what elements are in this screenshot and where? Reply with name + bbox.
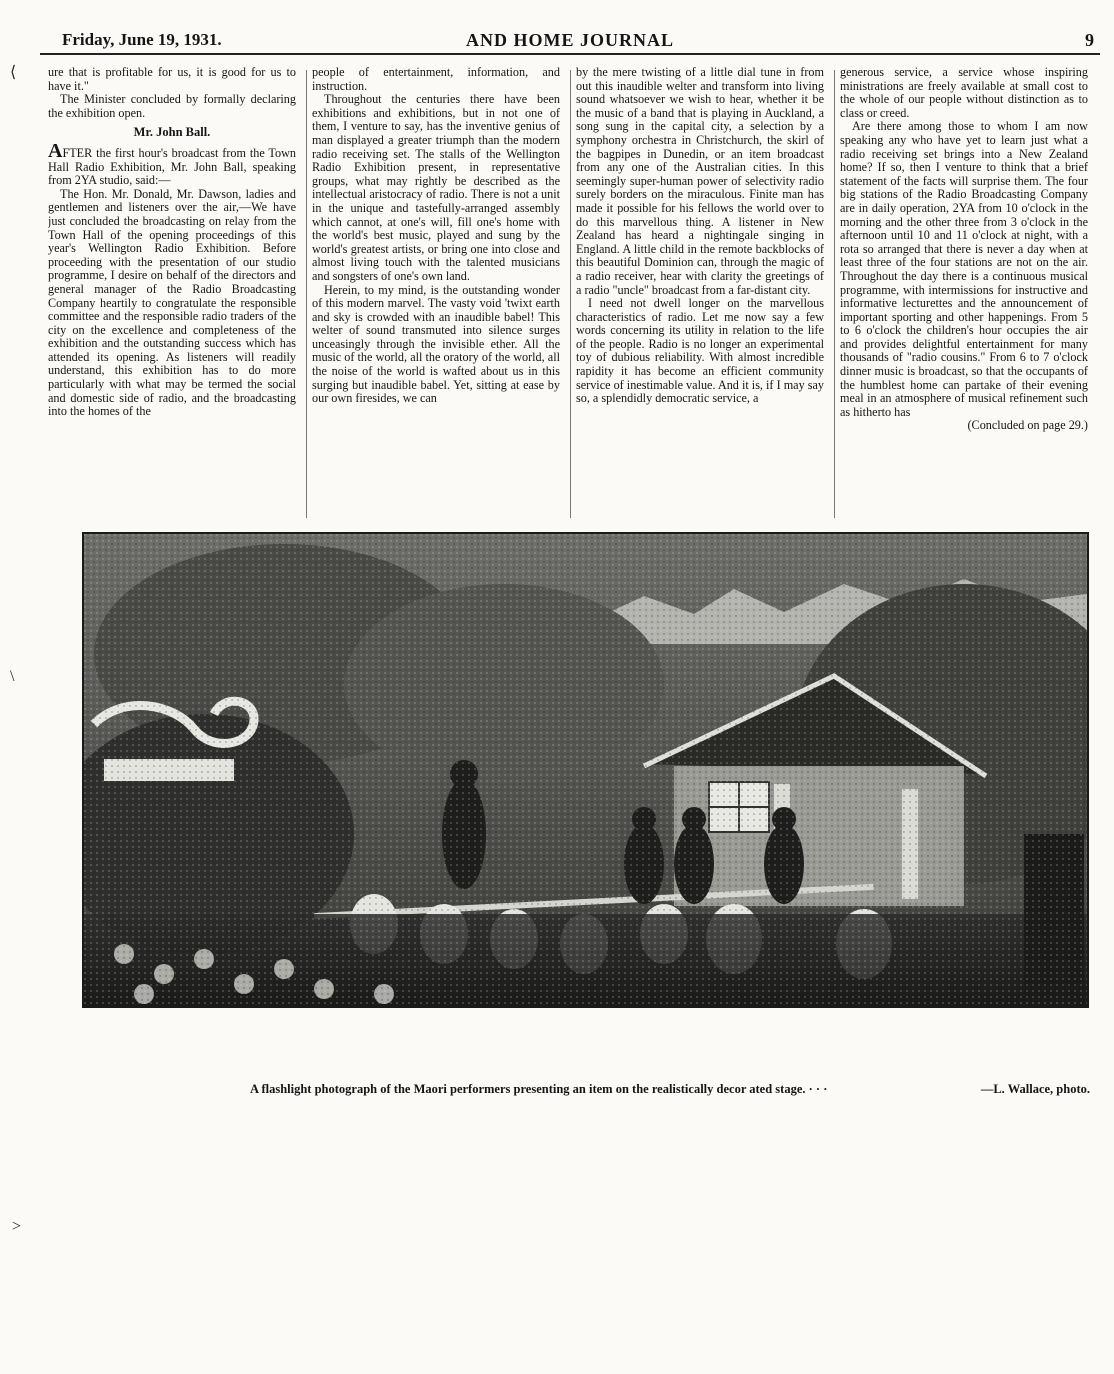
article-columns	[48, 66, 1088, 522]
column-1	[48, 66, 296, 522]
photo-credit: —L. Wallace, photo.	[980, 1082, 1090, 1096]
column-2	[312, 66, 560, 522]
page-header	[40, 28, 1100, 54]
caption-text: A flashlight photograph of the Maori performers presenting an item on the realistically decor ated stage.	[250, 1082, 806, 1096]
paragraph: The Hon. Mr. Donald, Mr. Dawson, ladies and gentlemen and listeners over the air,—We have just concluded the broadcasting on relay from the Town Hall of the opening proceedings of this year's Wellington Radio Exhibition. Before proceeding with the presentation of our studio programme, I desire on behalf of the directors and general manager of the Radio Broadcasting Company heartily to congratulate the responsible committee and the responsible radio traders of the city on the excellence and completeness of the exhibition and the outstanding success which has attended its opening. As listeners will readily understand, this exhibition has to do more particularly with what may be termed the social and domestic side of radio, and the broadcasting into the homes of the	[48, 186, 296, 419]
paragraph	[48, 139, 296, 188]
paragraph: The Minister concluded by formally declaring the exhibition open.	[48, 92, 296, 120]
photo-illustration	[84, 534, 1087, 1006]
column-rule	[306, 70, 307, 518]
stage-photograph	[82, 532, 1089, 1008]
column-rule	[834, 70, 835, 518]
photo-caption-row	[250, 1082, 1090, 1100]
column-4	[840, 66, 1088, 522]
margin-mark: \	[10, 668, 15, 685]
paragraph: people of entertainment, information, and instruction.	[312, 66, 560, 93]
column-3	[576, 66, 824, 522]
paragraph: ure that is profitable for us, it is good for us to have it."	[48, 66, 296, 93]
paragraph: I need not dwell longer on the marvellous characteristics of radio. Let me now say a few words concerning its utility in relation to the life of the people. Radio is no longer an experimental toy of dubious reliability. With almost incredible rapidity it has become an efficient community service of inestimable value. And it is, if I may say so, a splendidly democratic service, a	[576, 296, 824, 406]
column-rule	[570, 70, 571, 518]
paragraph: by the mere twisting of a little dial tune in from out this inaudible welter and transform into living sound whatsoever we wish to hear, whether it be the music of a band that is playing in Auckland, a song sung in the capital city, a selection by a symphony orchestra in Christchurch, the skirl of the bagpipes in Dunedin, or an item broadcast from any one of the Australian cities. In this seemingly super-human power of selectivity radio surely borders on the miraculous. Finite man has made it possible for his fellows the world over to do this marvellous thing. A listener in New Zealand has heard a nightingale singing in England. A little child in the remote backblocks of this beautiful Dominion can, through the magic of a radio receiver, hear with clarity the greetings of a radio "uncle" broadcast from a far-distant city.	[576, 66, 824, 297]
header-rule	[40, 53, 1100, 55]
paragraph: Are there among those to whom I am now speaking any who have yet to learn just what a radio receiving set brings into a New Zealand home? If so, then I venture to think that a brief statement of the facts will surprise them. The four big stations of the Radio Broadcasting Company are in daily operation, 2YA from 10 o'clock in the morning and the other three from 3 o'clock in the afternoon until 10 and 11 o'clock at night, with a rota so arranged that there is never a day when at least three of the four stations are not on the air. Throughout the day there is a continuous musical programme, with intermissions for instructive and informative lecturettes and the announcement of important sporting and other happenings. From 5 to 6 o'clock the children's hour occupies the air and provides delightful entertainment for many thousands of "radio cousins." From 6 to 7 o'clock dinner music is broadcast, so that the occupants of the humblest home can partake of their evening meal in an atmosphere of musical refinement such as hitherto has	[840, 119, 1088, 419]
caption-dots: · · ·	[808, 1082, 828, 1096]
paragraph-text: FTER the first hour's broadcast from the Town Hall Radio Exhibition, Mr. John Ball, speaking from 2YA studio, said:—	[48, 145, 296, 188]
section-heading: Mr. John Ball.	[133, 125, 211, 140]
paragraph: Herein, to my mind, is the outstanding wonder of this modern marvel. The vasty void 'twixt earth and sky is crowded with an inaudible babel! This welter of sound transmuted into silence surges unceasingly through the invisible ether. All the music of the world, all the oratory of the world, all the noise of the world is wafted about us in this surging but inaudible babel. Yet, sitting at ease by our own firesides, we can	[312, 282, 560, 406]
issue-date: Friday, June 19, 1931.	[62, 30, 222, 49]
drop-cap: A	[48, 139, 63, 162]
publication-title: AND HOME JOURNAL	[466, 30, 674, 50]
paragraph: generous service, a service whose inspiring ministrations are freely available at small cost to the whole of our people without distinction as to class or creed.	[840, 66, 1088, 120]
photo-caption	[250, 1082, 827, 1097]
continued-note: (Concluded on page 29.)	[967, 418, 1088, 433]
margin-mark: >	[12, 1218, 22, 1235]
page-number: 9	[1085, 30, 1094, 50]
paragraph: Throughout the centuries there have been exhibitions and exhibitions, but in not one of them, I venture to say, has the inventive genius of man displayed a greater triumph than the modern radio receiving set. The stalls of the Wellington Radio Exhibition present, in representative groups, what may rightly be described as the intellectual aristocracy of radio. There is not a unit in the unique and tastefully-arranged assembly which cannot, at one's will, fill one's home with the world's best music, played and sung by the world's greatest artists, or bring one into close and almost living touch with the talented musicians and songsters of one's own land.	[312, 92, 560, 283]
margin-mark: ⟨	[10, 64, 17, 81]
